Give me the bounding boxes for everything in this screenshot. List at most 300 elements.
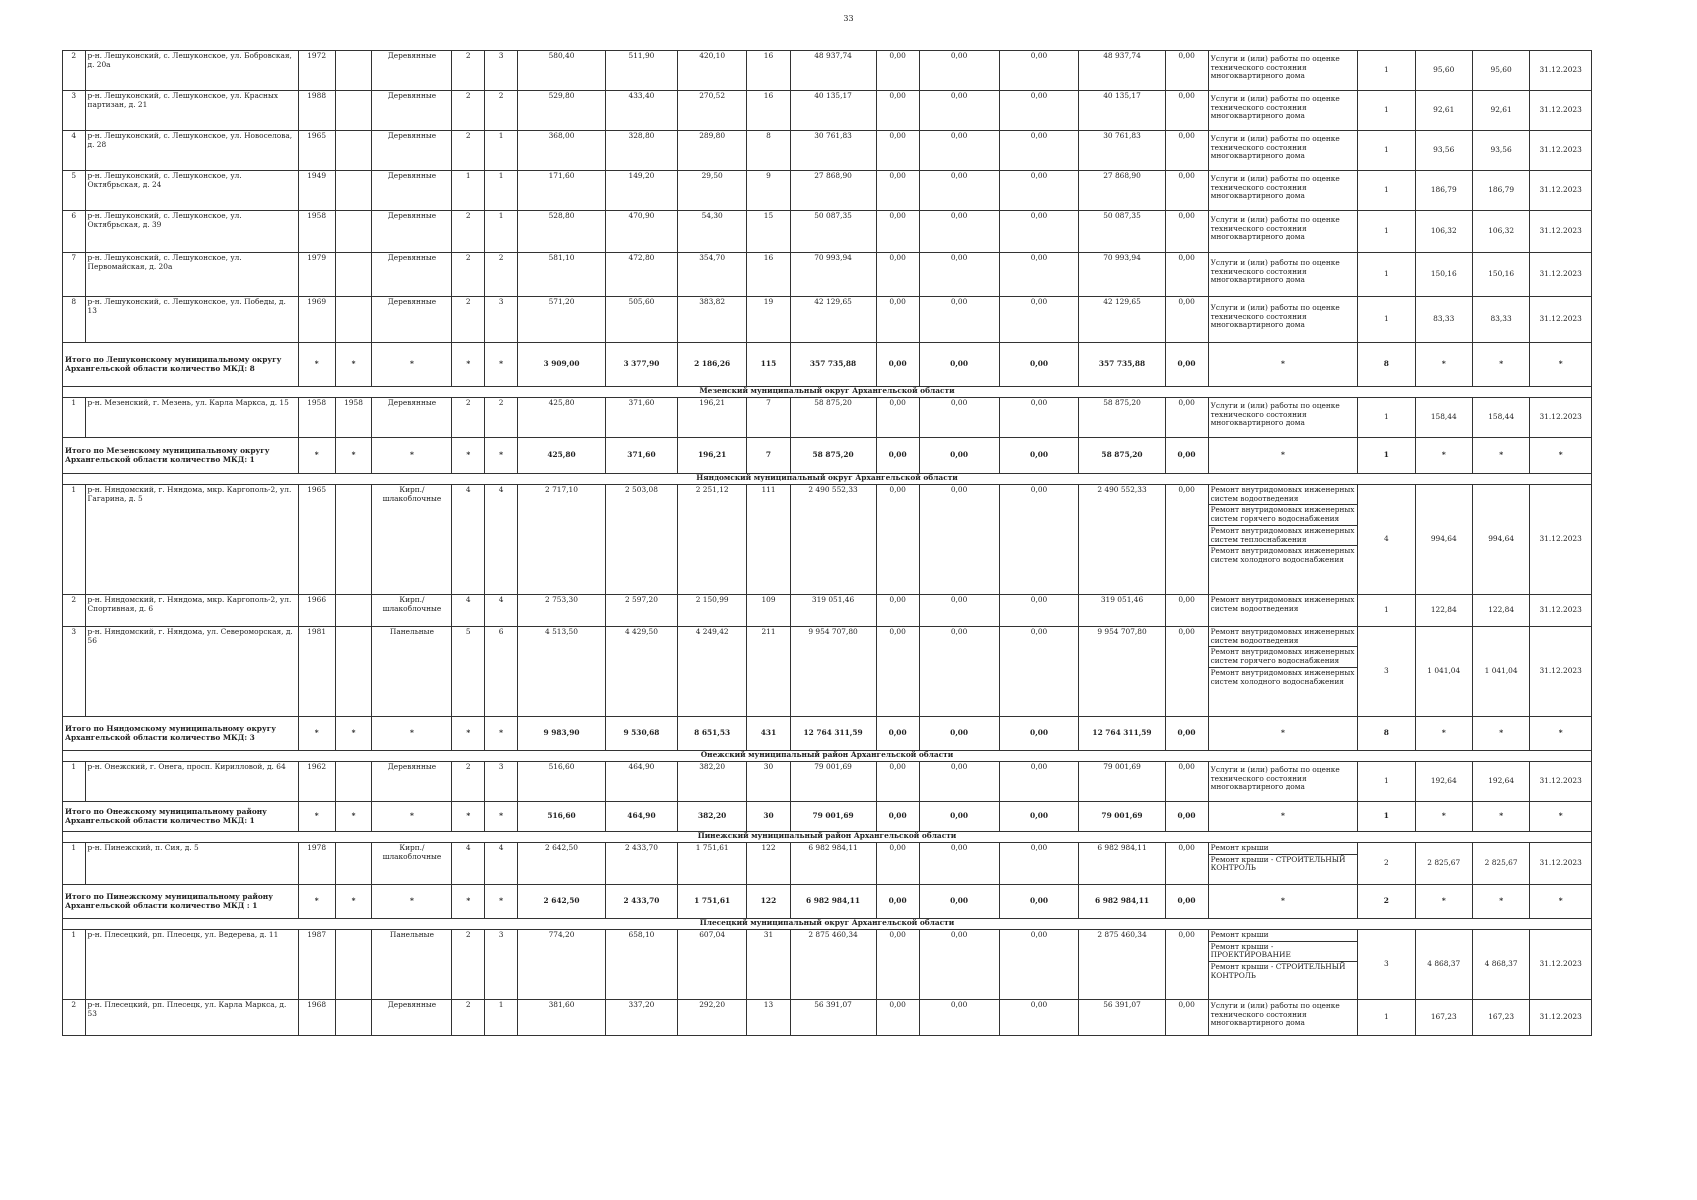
row-fund-3: 0,00 bbox=[999, 485, 1079, 595]
row-date: 31.12.2023 bbox=[1530, 211, 1592, 253]
total-works-count: 1 bbox=[1358, 438, 1415, 474]
row-address: р-н. Лешуконский, с. Лешуконское, ул. Бобровская, д. 20а bbox=[85, 51, 298, 91]
row-area-living: 270,52 bbox=[677, 91, 747, 131]
total-fund-1: 0,00 bbox=[876, 438, 919, 474]
total-unit-limit: * bbox=[1472, 343, 1529, 387]
total-fund-owners: 58 875,20 bbox=[1079, 438, 1165, 474]
row-unit-limit: 186,79 bbox=[1472, 171, 1529, 211]
total-fund-3: 0,00 bbox=[999, 802, 1079, 832]
row-total-area: 425,80 bbox=[517, 398, 605, 438]
row-works-count: 1 bbox=[1358, 595, 1415, 627]
row-wall-material: Деревянные bbox=[372, 211, 452, 253]
row-address: р-н. Онежский, г. Онега, просп. Кирилловой, д. 64 bbox=[85, 762, 298, 802]
row-year-commissioned bbox=[335, 211, 372, 253]
table-row bbox=[63, 485, 1592, 595]
row-unit-limit: 2 825,67 bbox=[1472, 843, 1529, 885]
total-date: * bbox=[1530, 885, 1592, 919]
row-unit-cost: 92,61 bbox=[1415, 91, 1472, 131]
total-floors: * bbox=[452, 717, 485, 751]
row-cost: 79 001,69 bbox=[790, 762, 876, 802]
row-residents: 111 bbox=[747, 485, 790, 595]
row-residents: 19 bbox=[747, 297, 790, 343]
section-header-row bbox=[63, 751, 1592, 762]
row-fund-5: 0,00 bbox=[1165, 211, 1208, 253]
row-fund-1: 0,00 bbox=[876, 762, 919, 802]
row-works-count: 1 bbox=[1358, 1000, 1415, 1036]
row-unit-cost: 167,23 bbox=[1415, 1000, 1472, 1036]
row-area-premises: 2 503,08 bbox=[606, 485, 678, 595]
row-address: р-н. Лешуконский, с. Лешуконское, ул. Красных партизан, д. 21 bbox=[85, 91, 298, 131]
row-wall-material: Кирп./шлакоблочные bbox=[372, 485, 452, 595]
work-item: Ремонт внутридомовых инженерных систем теплоснабжения bbox=[1209, 526, 1358, 546]
row-fund-5: 0,00 bbox=[1165, 762, 1208, 802]
total-material: * bbox=[372, 438, 452, 474]
row-wall-material: Деревянные bbox=[372, 131, 452, 171]
row-floors: 2 bbox=[452, 762, 485, 802]
row-fund-owners: 40 135,17 bbox=[1079, 91, 1165, 131]
row-unit-limit: 83,33 bbox=[1472, 297, 1529, 343]
row-area-premises: 2 597,20 bbox=[606, 595, 678, 627]
row-fund-owners: 79 001,69 bbox=[1079, 762, 1165, 802]
total-works: * bbox=[1208, 343, 1358, 387]
total-entrances: * bbox=[485, 885, 518, 919]
row-year-built: 1966 bbox=[298, 595, 335, 627]
row-number: 2 bbox=[63, 1000, 86, 1036]
page-number: 33 bbox=[843, 14, 854, 23]
row-residents: 109 bbox=[747, 595, 790, 627]
total-fund-1: 0,00 bbox=[876, 885, 919, 919]
row-unit-limit: 95,60 bbox=[1472, 51, 1529, 91]
row-address: р-н. Мезенский, г. Мезень, ул. Карла Маркса, д. 15 bbox=[85, 398, 298, 438]
capital-repair-table bbox=[62, 50, 1592, 1036]
row-fund-5: 0,00 bbox=[1165, 843, 1208, 885]
row-fund-1: 0,00 bbox=[876, 595, 919, 627]
row-entrances: 4 bbox=[485, 595, 518, 627]
row-entrances: 6 bbox=[485, 627, 518, 717]
row-unit-limit: 994,64 bbox=[1472, 485, 1529, 595]
row-fund-2: 0,00 bbox=[919, 253, 999, 297]
row-floors: 4 bbox=[452, 485, 485, 595]
row-floors: 2 bbox=[452, 211, 485, 253]
row-date: 31.12.2023 bbox=[1530, 485, 1592, 595]
row-date: 31.12.2023 bbox=[1530, 762, 1592, 802]
row-address: р-н. Пинежский, п. Сия, д. 5 bbox=[85, 843, 298, 885]
row-fund-5: 0,00 bbox=[1165, 253, 1208, 297]
total-fund-3: 0,00 bbox=[999, 438, 1079, 474]
row-cost: 27 868,90 bbox=[790, 171, 876, 211]
row-wall-material: Панельные bbox=[372, 930, 452, 1000]
row-fund-owners: 42 129,65 bbox=[1079, 297, 1165, 343]
row-works bbox=[1208, 91, 1358, 131]
row-address: р-н. Лешуконский, с. Лешуконское, ул. Первомайская, д. 20а bbox=[85, 253, 298, 297]
row-entrances: 2 bbox=[485, 91, 518, 131]
total-fund-1: 0,00 bbox=[876, 717, 919, 751]
row-fund-owners: 27 868,90 bbox=[1079, 171, 1165, 211]
row-works bbox=[1208, 843, 1358, 885]
row-unit-limit: 92,61 bbox=[1472, 91, 1529, 131]
total-date: * bbox=[1530, 343, 1592, 387]
row-cost: 58 875,20 bbox=[790, 398, 876, 438]
row-fund-3: 0,00 bbox=[999, 211, 1079, 253]
row-floors: 2 bbox=[452, 930, 485, 1000]
row-year-built: 1972 bbox=[298, 51, 335, 91]
work-item: Услуги и (или) работы по оценке технического состояния многоквартирного дома bbox=[1210, 94, 1340, 121]
row-area-living: 292,20 bbox=[677, 1000, 747, 1036]
row-total-area: 774,20 bbox=[517, 930, 605, 1000]
table-row bbox=[63, 91, 1592, 131]
table-row bbox=[63, 1000, 1592, 1036]
row-address: р-н. Няндомский, г. Няндома, мкр. Каргополь-2, ул. Спортивная, д. 6 bbox=[85, 595, 298, 627]
row-fund-3: 0,00 bbox=[999, 627, 1079, 717]
work-item: Ремонт внутридомовых инженерных систем холодного водоснабжения bbox=[1210, 667, 1355, 686]
row-date: 31.12.2023 bbox=[1530, 253, 1592, 297]
row-fund-1: 0,00 bbox=[876, 253, 919, 297]
total-cost: 79 001,69 bbox=[790, 802, 876, 832]
row-entrances: 2 bbox=[485, 253, 518, 297]
row-date: 31.12.2023 bbox=[1530, 171, 1592, 211]
total-works-count: 2 bbox=[1358, 885, 1415, 919]
total-works: * bbox=[1208, 885, 1358, 919]
row-fund-3: 0,00 bbox=[999, 1000, 1079, 1036]
row-area-living: 354,70 bbox=[677, 253, 747, 297]
row-wall-material: Деревянные bbox=[372, 1000, 452, 1036]
row-area-premises: 511,90 bbox=[606, 51, 678, 91]
row-year-built: 1968 bbox=[298, 1000, 335, 1036]
row-unit-cost: 122,84 bbox=[1415, 595, 1472, 627]
row-wall-material: Деревянные bbox=[372, 171, 452, 211]
row-works-count: 1 bbox=[1358, 51, 1415, 91]
row-fund-3: 0,00 bbox=[999, 91, 1079, 131]
row-floors: 2 bbox=[452, 91, 485, 131]
row-fund-5: 0,00 bbox=[1165, 930, 1208, 1000]
row-unit-limit: 1 041,04 bbox=[1472, 627, 1529, 717]
row-date: 31.12.2023 bbox=[1530, 297, 1592, 343]
row-total-area: 2 753,30 bbox=[517, 595, 605, 627]
row-residents: 211 bbox=[747, 627, 790, 717]
total-year: * bbox=[298, 438, 335, 474]
row-unit-limit: 192,64 bbox=[1472, 762, 1529, 802]
row-floors: 4 bbox=[452, 843, 485, 885]
row-works-count: 1 bbox=[1358, 253, 1415, 297]
work-item: Ремонт внутридомовых инженерных систем водоотведения bbox=[1209, 627, 1358, 647]
row-date: 31.12.2023 bbox=[1530, 595, 1592, 627]
row-area-living: 420,10 bbox=[677, 51, 747, 91]
row-cost: 40 135,17 bbox=[790, 91, 876, 131]
row-works-count: 1 bbox=[1358, 171, 1415, 211]
total-area-living: 196,21 bbox=[677, 438, 747, 474]
row-number: 1 bbox=[63, 485, 86, 595]
total-residents: 30 bbox=[747, 802, 790, 832]
total-unit-cost: * bbox=[1415, 802, 1472, 832]
work-item: Ремонт внутридомовых инженерных систем горячего водоснабжения bbox=[1209, 505, 1358, 525]
row-fund-owners: 56 391,07 bbox=[1079, 1000, 1165, 1036]
total-fund-2: 0,00 bbox=[919, 885, 999, 919]
row-works-count: 1 bbox=[1358, 91, 1415, 131]
row-year-commissioned bbox=[335, 843, 372, 885]
row-date: 31.12.2023 bbox=[1530, 131, 1592, 171]
row-fund-2: 0,00 bbox=[919, 51, 999, 91]
work-item: Ремонт внутридомовых инженерных систем горячего водоснабжения bbox=[1209, 647, 1358, 667]
row-fund-owners: 58 875,20 bbox=[1079, 398, 1165, 438]
total-cost: 58 875,20 bbox=[790, 438, 876, 474]
section-title: Пинежский муниципальный район Архангельской области bbox=[63, 832, 1592, 843]
total-unit-cost: * bbox=[1415, 438, 1472, 474]
row-floors: 2 bbox=[452, 253, 485, 297]
row-total-area: 581,10 bbox=[517, 253, 605, 297]
row-works bbox=[1208, 253, 1358, 297]
row-fund-owners: 30 761,83 bbox=[1079, 131, 1165, 171]
row-fund-1: 0,00 bbox=[876, 1000, 919, 1036]
total-material: * bbox=[372, 802, 452, 832]
row-total-area: 2 642,50 bbox=[517, 843, 605, 885]
row-year-commissioned: 1958 bbox=[335, 398, 372, 438]
row-fund-5: 0,00 bbox=[1165, 398, 1208, 438]
row-year-built: 1949 bbox=[298, 171, 335, 211]
total-fund-5: 0,00 bbox=[1165, 438, 1208, 474]
table-row bbox=[63, 627, 1592, 717]
row-floors: 2 bbox=[452, 297, 485, 343]
total-cost: 12 764 311,59 bbox=[790, 717, 876, 751]
total-area-premises: 371,60 bbox=[606, 438, 678, 474]
row-works bbox=[1208, 762, 1358, 802]
section-header-row bbox=[63, 387, 1592, 398]
row-number: 2 bbox=[63, 51, 86, 91]
total-material: * bbox=[372, 885, 452, 919]
row-fund-owners: 48 937,74 bbox=[1079, 51, 1165, 91]
row-year-built: 1958 bbox=[298, 211, 335, 253]
row-cost: 319 051,46 bbox=[790, 595, 876, 627]
row-entrances: 4 bbox=[485, 485, 518, 595]
row-area-living: 29,50 bbox=[677, 171, 747, 211]
total-unit-cost: * bbox=[1415, 885, 1472, 919]
work-item: Услуги и (или) работы по оценке технического состояния многоквартирного дома bbox=[1210, 303, 1340, 330]
row-number: 8 bbox=[63, 297, 86, 343]
row-entrances: 3 bbox=[485, 762, 518, 802]
row-date: 31.12.2023 bbox=[1530, 51, 1592, 91]
row-works bbox=[1208, 131, 1358, 171]
row-works bbox=[1208, 398, 1358, 438]
row-fund-5: 0,00 bbox=[1165, 1000, 1208, 1036]
row-total-area: 381,60 bbox=[517, 1000, 605, 1036]
row-unit-limit: 4 868,37 bbox=[1472, 930, 1529, 1000]
work-item: Ремонт крыши bbox=[1209, 930, 1358, 942]
row-works-count: 1 bbox=[1358, 131, 1415, 171]
total-entrances: * bbox=[485, 343, 518, 387]
row-entrances: 3 bbox=[485, 51, 518, 91]
row-fund-5: 0,00 bbox=[1165, 51, 1208, 91]
row-unit-cost: 93,56 bbox=[1415, 131, 1472, 171]
total-year2: * bbox=[335, 343, 372, 387]
row-fund-2: 0,00 bbox=[919, 930, 999, 1000]
row-cost: 70 993,94 bbox=[790, 253, 876, 297]
row-address: р-н. Плесецкий, рп. Плесецк, ул. Карла Маркса, д. 53 bbox=[85, 1000, 298, 1036]
total-year: * bbox=[298, 802, 335, 832]
row-number: 7 bbox=[63, 253, 86, 297]
row-year-commissioned bbox=[335, 297, 372, 343]
row-area-premises: 472,80 bbox=[606, 253, 678, 297]
total-year2: * bbox=[335, 802, 372, 832]
row-area-premises: 658,10 bbox=[606, 930, 678, 1000]
row-year-built: 1962 bbox=[298, 762, 335, 802]
total-cost: 357 735,88 bbox=[790, 343, 876, 387]
row-residents: 16 bbox=[747, 91, 790, 131]
total-fund-owners: 357 735,88 bbox=[1079, 343, 1165, 387]
total-fund-3: 0,00 bbox=[999, 343, 1079, 387]
row-unit-limit: 93,56 bbox=[1472, 131, 1529, 171]
row-number: 3 bbox=[63, 627, 86, 717]
row-number: 4 bbox=[63, 131, 86, 171]
row-works bbox=[1208, 51, 1358, 91]
row-number: 3 bbox=[63, 91, 86, 131]
table-row bbox=[63, 297, 1592, 343]
total-unit-limit: * bbox=[1472, 438, 1529, 474]
row-year-commissioned bbox=[335, 253, 372, 297]
table-row bbox=[63, 595, 1592, 627]
total-cost: 6 982 984,11 bbox=[790, 885, 876, 919]
total-row bbox=[63, 343, 1592, 387]
row-fund-1: 0,00 bbox=[876, 485, 919, 595]
row-fund-2: 0,00 bbox=[919, 211, 999, 253]
total-works: * bbox=[1208, 802, 1358, 832]
row-works bbox=[1208, 1000, 1358, 1036]
total-date: * bbox=[1530, 438, 1592, 474]
row-residents: 8 bbox=[747, 131, 790, 171]
row-fund-2: 0,00 bbox=[919, 297, 999, 343]
total-fund-3: 0,00 bbox=[999, 885, 1079, 919]
row-year-built: 1988 bbox=[298, 91, 335, 131]
section-header-row bbox=[63, 919, 1592, 930]
section-title: Плесецкий муниципальный округ Архангельской области bbox=[63, 919, 1592, 930]
row-entrances: 4 bbox=[485, 843, 518, 885]
row-wall-material: Деревянные bbox=[372, 398, 452, 438]
work-item: Ремонт крыши - ПРОЕКТИРОВАНИЕ bbox=[1209, 942, 1358, 962]
row-year-commissioned bbox=[335, 762, 372, 802]
row-unit-cost: 95,60 bbox=[1415, 51, 1472, 91]
total-fund-5: 0,00 bbox=[1165, 343, 1208, 387]
row-wall-material: Панельные bbox=[372, 627, 452, 717]
section-title: Онежский муниципальный район Архангельской области bbox=[63, 751, 1592, 762]
total-row bbox=[63, 802, 1592, 832]
row-fund-2: 0,00 bbox=[919, 91, 999, 131]
row-address: р-н. Няндомский, г. Няндома, ул. Североморская, д. 56 bbox=[85, 627, 298, 717]
total-entrances: * bbox=[485, 438, 518, 474]
row-year-built: 1969 bbox=[298, 297, 335, 343]
section-title: Няндомский муниципальный округ Архангельской области bbox=[63, 474, 1592, 485]
row-unit-cost: 150,16 bbox=[1415, 253, 1472, 297]
row-number: 1 bbox=[63, 843, 86, 885]
row-floors: 4 bbox=[452, 595, 485, 627]
row-area-living: 383,82 bbox=[677, 297, 747, 343]
row-fund-1: 0,00 bbox=[876, 398, 919, 438]
total-works: * bbox=[1208, 438, 1358, 474]
row-address: р-н. Няндомский, г. Няндома, мкр. Каргополь-2, ул. Гагарина, д. 5 bbox=[85, 485, 298, 595]
total-residents: 122 bbox=[747, 885, 790, 919]
row-entrances: 3 bbox=[485, 297, 518, 343]
total-unit-cost: * bbox=[1415, 343, 1472, 387]
row-fund-owners: 9 954 707,80 bbox=[1079, 627, 1165, 717]
row-address: р-н. Лешуконский, с. Лешуконское, ул. Октябрьская, д. 24 bbox=[85, 171, 298, 211]
row-works-count: 2 bbox=[1358, 843, 1415, 885]
row-area-living: 196,21 bbox=[677, 398, 747, 438]
row-total-area: 580,40 bbox=[517, 51, 605, 91]
row-unit-limit: 150,16 bbox=[1472, 253, 1529, 297]
row-floors: 1 bbox=[452, 171, 485, 211]
total-year2: * bbox=[335, 438, 372, 474]
row-unit-limit: 158,44 bbox=[1472, 398, 1529, 438]
total-entrances: * bbox=[485, 802, 518, 832]
row-address: р-н. Плесецкий, рп. Плесецк, ул. Ведерева, д. 11 bbox=[85, 930, 298, 1000]
total-unit-limit: * bbox=[1472, 717, 1529, 751]
row-fund-3: 0,00 bbox=[999, 595, 1079, 627]
row-unit-cost: 83,33 bbox=[1415, 297, 1472, 343]
row-total-area: 2 717,10 bbox=[517, 485, 605, 595]
total-floors: * bbox=[452, 885, 485, 919]
row-date: 31.12.2023 bbox=[1530, 930, 1592, 1000]
work-item: Ремонт внутридомовых инженерных систем водоотведения bbox=[1210, 595, 1355, 613]
row-works-count: 4 bbox=[1358, 485, 1415, 595]
total-residents: 115 bbox=[747, 343, 790, 387]
row-area-premises: 4 429,50 bbox=[606, 627, 678, 717]
row-fund-owners: 319 051,46 bbox=[1079, 595, 1165, 627]
row-year-commissioned bbox=[335, 171, 372, 211]
row-works bbox=[1208, 930, 1358, 1000]
row-area-living: 54,30 bbox=[677, 211, 747, 253]
row-total-area: 516,60 bbox=[517, 762, 605, 802]
row-works-count: 1 bbox=[1358, 297, 1415, 343]
total-area: 425,80 bbox=[517, 438, 605, 474]
row-entrances: 2 bbox=[485, 398, 518, 438]
total-label: Итого по Няндомскому муниципальному округу Архангельской области количество МКД: 3 bbox=[63, 717, 299, 751]
table-row bbox=[63, 762, 1592, 802]
row-residents: 9 bbox=[747, 171, 790, 211]
row-year-built: 1979 bbox=[298, 253, 335, 297]
table-row bbox=[63, 211, 1592, 253]
row-cost: 48 937,74 bbox=[790, 51, 876, 91]
row-area-living: 1 751,61 bbox=[677, 843, 747, 885]
total-year: * bbox=[298, 885, 335, 919]
total-fund-5: 0,00 bbox=[1165, 717, 1208, 751]
row-area-living: 4 249,42 bbox=[677, 627, 747, 717]
row-total-area: 4 513,50 bbox=[517, 627, 605, 717]
total-area-premises: 2 433,70 bbox=[606, 885, 678, 919]
total-fund-3: 0,00 bbox=[999, 717, 1079, 751]
row-year-commissioned bbox=[335, 1000, 372, 1036]
row-date: 31.12.2023 bbox=[1530, 843, 1592, 885]
row-entrances: 1 bbox=[485, 131, 518, 171]
row-fund-2: 0,00 bbox=[919, 485, 999, 595]
row-fund-3: 0,00 bbox=[999, 51, 1079, 91]
row-residents: 7 bbox=[747, 398, 790, 438]
total-year2: * bbox=[335, 885, 372, 919]
row-fund-2: 0,00 bbox=[919, 762, 999, 802]
row-fund-5: 0,00 bbox=[1165, 171, 1208, 211]
row-works-count: 1 bbox=[1358, 762, 1415, 802]
row-works-count: 1 bbox=[1358, 398, 1415, 438]
total-row bbox=[63, 717, 1592, 751]
row-fund-2: 0,00 bbox=[919, 398, 999, 438]
row-works bbox=[1208, 485, 1358, 595]
row-fund-3: 0,00 bbox=[999, 762, 1079, 802]
row-year-commissioned bbox=[335, 131, 372, 171]
row-area-premises: 2 433,70 bbox=[606, 843, 678, 885]
row-area-premises: 337,20 bbox=[606, 1000, 678, 1036]
row-unit-cost: 106,32 bbox=[1415, 211, 1472, 253]
total-fund-5: 0,00 bbox=[1165, 802, 1208, 832]
total-area: 9 983,90 bbox=[517, 717, 605, 751]
row-year-commissioned bbox=[335, 930, 372, 1000]
row-fund-5: 0,00 bbox=[1165, 485, 1208, 595]
row-fund-1: 0,00 bbox=[876, 930, 919, 1000]
